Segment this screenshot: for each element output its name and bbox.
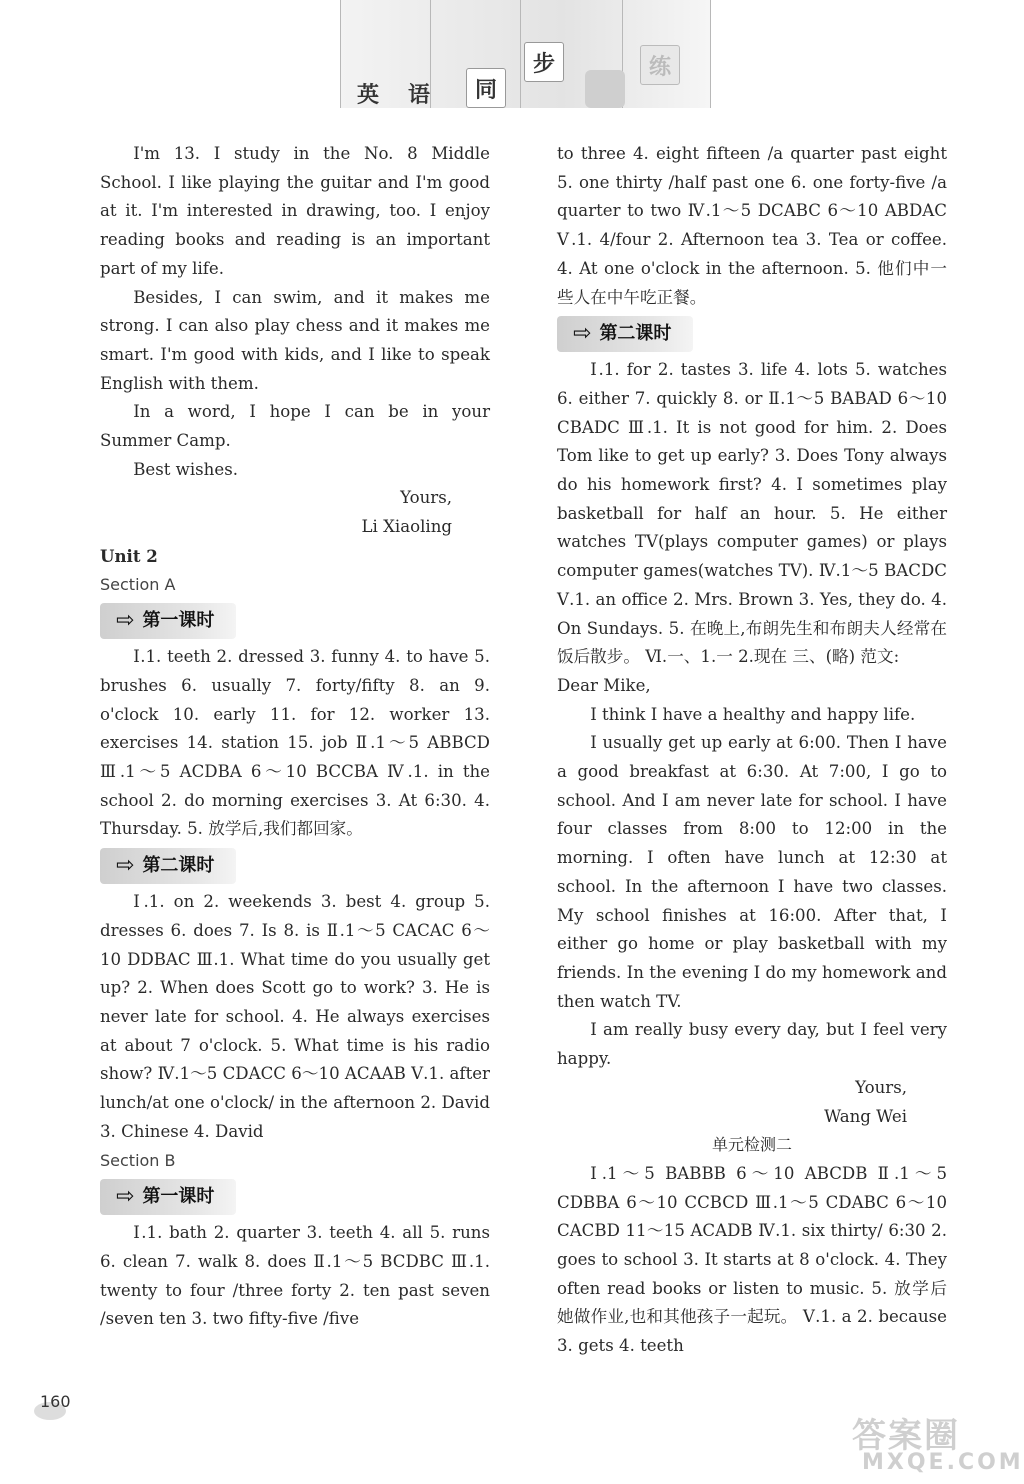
lesson-banner bbox=[100, 603, 236, 639]
letter-paragraph: I usually get up early at 6:00. Then I have a good breakfast at 6:30. At 7:00, I go to school. And I am never late for school. I have four classes from 8:00 to 12:00 in the morning. I often have lunch at 12:30 at school. In the afternoon I have two classes. My school finishes at 16:00. After that, I either go home or play basketball with my friends. In the evening I do my homework and then watch TV. bbox=[557, 733, 947, 1011]
lesson-banner-label: 第二课时 bbox=[142, 854, 215, 876]
page-header bbox=[0, 0, 1000, 130]
answer-block: Ⅰ.1. for 2. tastes 3. life 4. lots 5. watches 6. either 7. quickly 8. or Ⅱ.1～5 BABAD 6～10 CBADC Ⅲ.1. It is not good for him. 2. Does Tom like to get up early? 3. Does Tony always do his homework first? 4. I sometimes play basketball for half an hour. 5. He either watches TV(plays computer games) or plays computer games(watches TV). Ⅳ.1～5 BACDC Ⅴ.1. an office 2. Mrs. Brown 3. Yes, they do. 4. On Sundays. 5. 在晚上,布朗先生和布朗夫人经常在饭后散步。 Ⅵ.一、1.一 2.现在 三、(略) 范文: bbox=[557, 360, 947, 667]
lesson-banner bbox=[100, 848, 236, 884]
header-divider bbox=[430, 0, 431, 108]
left-column bbox=[100, 140, 490, 1334]
header-char-box bbox=[466, 68, 506, 108]
header-char: 英 bbox=[357, 83, 380, 108]
signature-yours: Yours, bbox=[855, 1077, 907, 1097]
lesson-banner bbox=[557, 316, 693, 352]
unit-test-title: 单元检测二 bbox=[711, 1135, 792, 1155]
signature-yours: Yours, bbox=[400, 488, 452, 508]
answer-block: Ⅰ.1. bath 2. quarter 3. teeth 4. all 5. runs 6. clean 7. walk 8. does Ⅱ.1～5 BCDBC Ⅲ.1. twenty to four /three forty 2. ten past seven /seven ten 3. two fifty-five /five bbox=[100, 1223, 490, 1329]
header-char: 语 bbox=[408, 83, 431, 108]
header-divider bbox=[520, 0, 521, 108]
answer-block: Ⅰ.1. on 2. weekends 3. best 4. group 5. dresses 6. does 7. Is 8. is Ⅱ.1～5 CACAC 6～10 DDBAC Ⅲ.1. What time do you usually get up? 2. When does Scott go to work? 3. He is never late for school. 4. He always exercises at about 7 o'clock. 5. What time is his radio show? Ⅳ.1～5 CDACC 6～10 ACAAB Ⅴ.1. after lunch/at one o'clock/ in the afternoon 2. David 3. Chinese 4. David bbox=[100, 892, 490, 1141]
header-char: 步 bbox=[532, 51, 555, 77]
answer-block: to three 4. eight fifteen /a quarter past eight 5. one thirty /half past one 6. one forty-five /a quarter to two Ⅳ.1～5 DCABC 6～10 ABDAC Ⅴ.1. 4/four 2. Afternoon tea 3. Tea or coffee. 4. At one o'clock in the afternoon. 5. 他们中一些人在中午吃正餐。 bbox=[557, 144, 947, 307]
letter-paragraph: Besides, I can swim, and it makes me strong. I can also play chess and it makes me smart. I'm good with kids, and I like to speak English with them. bbox=[100, 287, 490, 393]
header-divider bbox=[710, 0, 711, 108]
page-number: 160 bbox=[40, 1392, 71, 1411]
arrow-icon: ⇨ bbox=[573, 320, 592, 346]
section-b-title: Section B bbox=[100, 1150, 176, 1170]
signature-name: Li Xiaoling bbox=[361, 517, 452, 537]
lesson-banner bbox=[100, 1179, 236, 1215]
letter-greeting: Dear Mike, bbox=[557, 675, 651, 695]
lesson-banner-label: 第一课时 bbox=[142, 609, 215, 631]
letter-paragraph: I think I have a healthy and happy life. bbox=[590, 704, 916, 724]
lesson-banner-label: 第二课时 bbox=[599, 322, 672, 344]
watermark-logo: 答案圈 bbox=[852, 1416, 960, 1456]
arrow-icon: ⇨ bbox=[116, 852, 135, 878]
arrow-icon: ⇨ bbox=[116, 607, 135, 633]
arrow-icon: ⇨ bbox=[116, 1183, 135, 1209]
right-column bbox=[557, 140, 947, 1361]
header-decoration bbox=[585, 70, 625, 108]
letter-paragraph: In a word, I hope I can be in your Summer Camp. bbox=[100, 402, 490, 451]
header-char-box bbox=[524, 42, 564, 82]
section-a-title: Section A bbox=[100, 574, 176, 594]
signature-name: Wang Wei bbox=[824, 1106, 907, 1126]
letter-closing: Best wishes. bbox=[133, 459, 238, 479]
header-char-box bbox=[640, 45, 680, 85]
header-divider bbox=[340, 0, 341, 108]
lesson-banner-label: 第一课时 bbox=[142, 1185, 215, 1207]
answer-block: Ⅰ.1～5 BABBB 6～10 ABCDB Ⅱ.1～5 CDBBA 6～10 CCBCD Ⅲ.1～5 CDABC 6～10 CACBD 11～15 ACADB Ⅳ.1. six thirty/ 6:30 2. goes to school 3. It starts at 8 o'clock. 4. They often read books or listen to music. 5. 放学后她做作业,也和其他孩子一起玩。 Ⅴ.1. a 2. because 3. gets 4. teeth bbox=[557, 1163, 947, 1356]
letter-paragraph: I'm 13. I study in the No. 8 Middle School. I like playing the guitar and I'm good at it. I'm interested in drawing, too. I enjoy reading books and reading is an important part of my life. bbox=[100, 144, 490, 278]
unit-title: Unit 2 bbox=[100, 545, 158, 566]
answer-block: Ⅰ.1. teeth 2. dressed 3. funny 4. to have 5. brushes 6. usually 7. forty/fifty 8. an 9. o'clock 10. early 11. for 12. worker 13. exercises 14. station 15. job Ⅱ.1～5 ABBCD Ⅲ.1～5 ACDBA 6～10 BCCBA Ⅳ.1. in the school 2. do morning exercises 3. At 6:30. 4. Thursday. 5. 放学后,我们都回家。 bbox=[100, 647, 490, 839]
header-char: 练 bbox=[648, 54, 671, 80]
header-char: 同 bbox=[474, 77, 497, 103]
letter-paragraph: I am really busy every day, but I feel very happy. bbox=[557, 1020, 947, 1069]
watermark-url: MXQE.COM bbox=[862, 1450, 1024, 1475]
